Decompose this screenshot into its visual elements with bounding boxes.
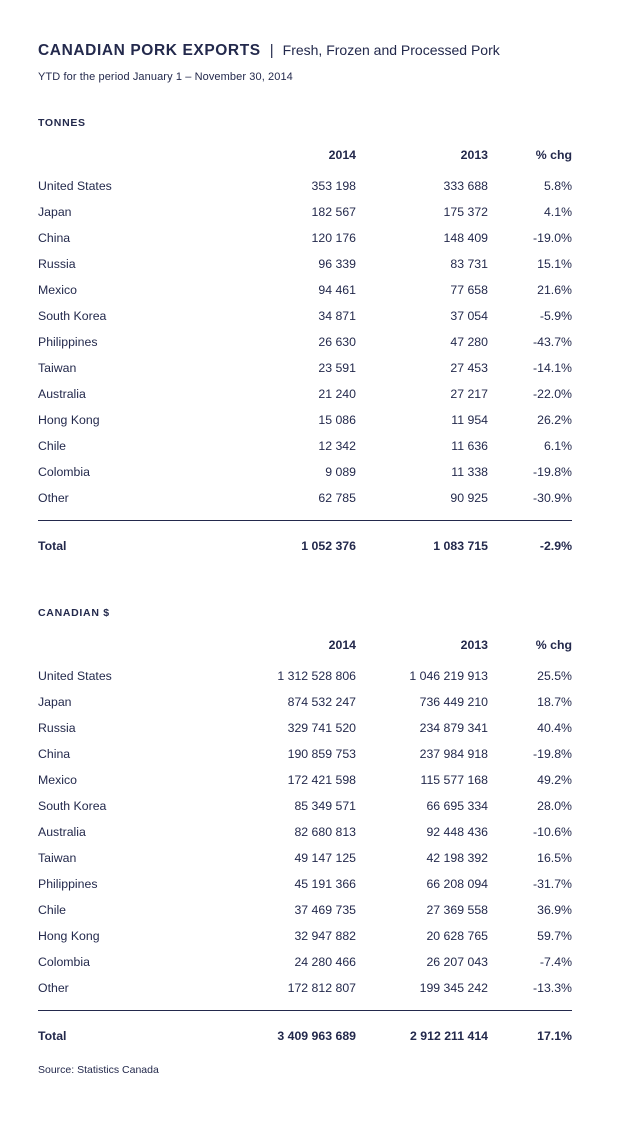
table-row (38, 975, 572, 1001)
cell-pct-chg: -19.8% (533, 747, 572, 761)
cell-country: Taiwan (38, 361, 77, 375)
column-header-2013: 2013 (460, 638, 488, 652)
cell-2013: 333 688 (443, 179, 488, 193)
cell-pct-chg: -31.7% (533, 877, 572, 891)
cell-2013: 83 731 (450, 257, 488, 271)
cell-pct-chg: 59.7% (537, 929, 572, 943)
cell-pct-chg: 6.1% (543, 439, 572, 453)
cell-2014: 94 461 (318, 283, 356, 297)
cell-2014: 23 591 (318, 361, 356, 375)
cell-country: South Korea (38, 309, 107, 323)
cell-total-pct-chg: 17.1% (537, 1029, 572, 1043)
cell-2013: 27 217 (450, 387, 488, 401)
cell-2013: 26 207 043 (426, 955, 488, 969)
cell-pct-chg: -14.1% (533, 361, 572, 375)
table-row (38, 871, 572, 897)
cell-2014: 85 349 571 (294, 799, 356, 813)
table-total-row (38, 1011, 572, 1051)
cell-2014: 12 342 (318, 439, 356, 453)
unit-label-canadian-dollars: CANADIAN $ (38, 607, 110, 619)
cell-pct-chg: 16.5% (537, 851, 572, 865)
table-row (38, 251, 572, 277)
cell-country: China (38, 747, 71, 761)
cell-country: South Korea (38, 799, 107, 813)
cell-pct-chg: 21.6% (537, 283, 572, 297)
column-header-2013: 2013 (460, 148, 488, 162)
table-header-row (38, 633, 572, 663)
cell-2014: 1 312 528 806 (277, 669, 356, 683)
cell-country: Hong Kong (38, 413, 100, 427)
cell-pct-chg: -7.4% (539, 955, 572, 969)
cell-2013: 736 449 210 (419, 695, 488, 709)
cell-total-2014: 1 052 376 (301, 539, 356, 553)
column-header-country (38, 633, 224, 663)
table-row (38, 819, 572, 845)
cell-country: Australia (38, 825, 86, 839)
cell-2014: 34 871 (318, 309, 356, 323)
table-row (38, 173, 572, 199)
cell-country: Australia (38, 387, 86, 401)
table-divider (38, 511, 572, 521)
cell-country: Japan (38, 695, 72, 709)
title-subject: Fresh, Frozen and Processed Pork (282, 42, 500, 58)
cell-country: Philippines (38, 335, 98, 349)
table-row (38, 897, 572, 923)
cell-2014: 329 741 520 (287, 721, 356, 735)
table-row (38, 199, 572, 225)
table-row (38, 433, 572, 459)
cell-2013: 27 453 (450, 361, 488, 375)
page-title (38, 36, 572, 60)
cell-country: Hong Kong (38, 929, 100, 943)
cell-2014: 15 086 (318, 413, 356, 427)
cell-country: Taiwan (38, 851, 77, 865)
cell-2014: 37 469 735 (294, 903, 356, 917)
table-row (38, 303, 572, 329)
cell-pct-chg: -13.3% (533, 981, 572, 995)
title-main: CANADIAN PORK EXPORTS (38, 42, 261, 59)
cell-country: Philippines (38, 877, 98, 891)
cell-total-2013: 1 083 715 (433, 539, 488, 553)
cell-pct-chg: -19.8% (533, 465, 572, 479)
cell-country: Chile (38, 439, 67, 453)
table-canadian-dollars (38, 633, 572, 1051)
cell-2013: 42 198 392 (426, 851, 488, 865)
cell-2014: 874 532 247 (287, 695, 356, 709)
table-tonnes (38, 143, 572, 561)
cell-pct-chg: 40.4% (537, 721, 572, 735)
cell-2014: 172 812 807 (287, 981, 356, 995)
cell-2014: 353 198 (311, 179, 356, 193)
cell-country: Mexico (38, 773, 77, 787)
cell-2014: 49 147 125 (294, 851, 356, 865)
cell-2013: 237 984 918 (419, 747, 488, 761)
cell-2013: 27 369 558 (426, 903, 488, 917)
table-row (38, 663, 572, 689)
cell-2014: 182 567 (311, 205, 356, 219)
cell-country: China (38, 231, 71, 245)
table-row (38, 689, 572, 715)
cell-2014: 9 089 (325, 465, 356, 479)
cell-country: United States (38, 669, 112, 683)
cell-total-label: Total (38, 539, 67, 553)
table-row (38, 329, 572, 355)
cell-total-label: Total (38, 1029, 67, 1043)
cell-country: Colombia (38, 465, 90, 479)
table-row (38, 355, 572, 381)
cell-pct-chg: 36.9% (537, 903, 572, 917)
column-header-2014: 2014 (328, 638, 356, 652)
table-row (38, 459, 572, 485)
column-header-country (38, 143, 224, 173)
cell-country: Colombia (38, 955, 90, 969)
cell-2014: 96 339 (318, 257, 356, 271)
cell-2014: 120 176 (311, 231, 356, 245)
cell-2014: 32 947 882 (294, 929, 356, 943)
source-note: Source: Statistics Canada (38, 1064, 159, 1076)
cell-2013: 199 345 242 (419, 981, 488, 995)
cell-country: United States (38, 179, 112, 193)
cell-pct-chg: -43.7% (533, 335, 572, 349)
cell-pct-chg: 25.5% (537, 669, 572, 683)
table-row (38, 923, 572, 949)
cell-total-2014: 3 409 963 689 (277, 1029, 356, 1043)
cell-total-2013: 2 912 211 414 (410, 1029, 488, 1043)
column-header-pct-chg: % chg (535, 148, 572, 162)
cell-2014: 62 785 (318, 491, 356, 505)
cell-country: Russia (38, 721, 76, 735)
cell-2013: 148 409 (443, 231, 488, 245)
cell-pct-chg: 26.2% (537, 413, 572, 427)
cell-2013: 1 046 219 913 (409, 669, 488, 683)
cell-pct-chg: -22.0% (533, 387, 572, 401)
cell-pct-chg: -30.9% (533, 491, 572, 505)
cell-2014: 190 859 753 (287, 747, 356, 761)
cell-2013: 77 658 (450, 283, 488, 297)
cell-2013: 20 628 765 (426, 929, 488, 943)
table-header-row (38, 143, 572, 173)
cell-2013: 175 372 (443, 205, 488, 219)
table-row (38, 485, 572, 511)
cell-total-pct-chg: -2.9% (539, 539, 572, 553)
table-divider (38, 1001, 572, 1011)
cell-pct-chg: -10.6% (533, 825, 572, 839)
table-row (38, 381, 572, 407)
table-row (38, 277, 572, 303)
cell-2014: 24 280 466 (294, 955, 356, 969)
table-row (38, 767, 572, 793)
cell-2013: 47 280 (450, 335, 488, 349)
cell-2013: 234 879 341 (419, 721, 488, 735)
cell-2014: 172 421 598 (287, 773, 356, 787)
table-row (38, 741, 572, 767)
cell-2013: 11 338 (451, 465, 488, 479)
cell-country: Mexico (38, 283, 77, 297)
unit-label-tonnes: TONNES (38, 117, 86, 129)
cell-2014: 45 191 366 (294, 877, 356, 891)
cell-country: Chile (38, 903, 67, 917)
cell-pct-chg: -5.9% (539, 309, 572, 323)
table-row (38, 715, 572, 741)
cell-2013: 90 925 (450, 491, 488, 505)
cell-country: Russia (38, 257, 76, 271)
cell-country: Japan (38, 205, 72, 219)
cell-pct-chg: 18.7% (537, 695, 572, 709)
column-header-pct-chg: % chg (535, 638, 572, 652)
cell-country: Other (38, 981, 69, 995)
cell-pct-chg: 28.0% (537, 799, 572, 813)
section-tonnes (38, 117, 572, 561)
table-row (38, 845, 572, 871)
cell-2013: 66 208 094 (426, 877, 488, 891)
cell-2013: 66 695 334 (426, 799, 488, 813)
cell-pct-chg: 15.1% (537, 257, 572, 271)
cell-2013: 37 054 (450, 309, 488, 323)
cell-2013: 115 577 168 (420, 773, 488, 787)
cell-2014: 21 240 (318, 387, 356, 401)
table-row (38, 949, 572, 975)
cell-pct-chg: -19.0% (533, 231, 572, 245)
cell-pct-chg: 4.1% (543, 205, 572, 219)
cell-2013: 11 954 (451, 413, 488, 427)
page-subtitle: YTD for the period January 1 – November 30, 2014 (38, 71, 293, 83)
cell-2013: 92 448 436 (426, 825, 488, 839)
table-row (38, 225, 572, 251)
cell-2013: 11 636 (451, 439, 488, 453)
cell-country: Other (38, 491, 69, 505)
cell-2014: 26 630 (318, 335, 356, 349)
cell-2014: 82 680 813 (294, 825, 356, 839)
section-canadian-dollars (38, 607, 572, 1051)
column-header-2014: 2014 (328, 148, 356, 162)
cell-pct-chg: 49.2% (537, 773, 572, 787)
cell-pct-chg: 5.8% (543, 179, 572, 193)
table-row (38, 793, 572, 819)
table-total-row (38, 521, 572, 561)
title-separator: | (269, 42, 274, 59)
table-row (38, 407, 572, 433)
